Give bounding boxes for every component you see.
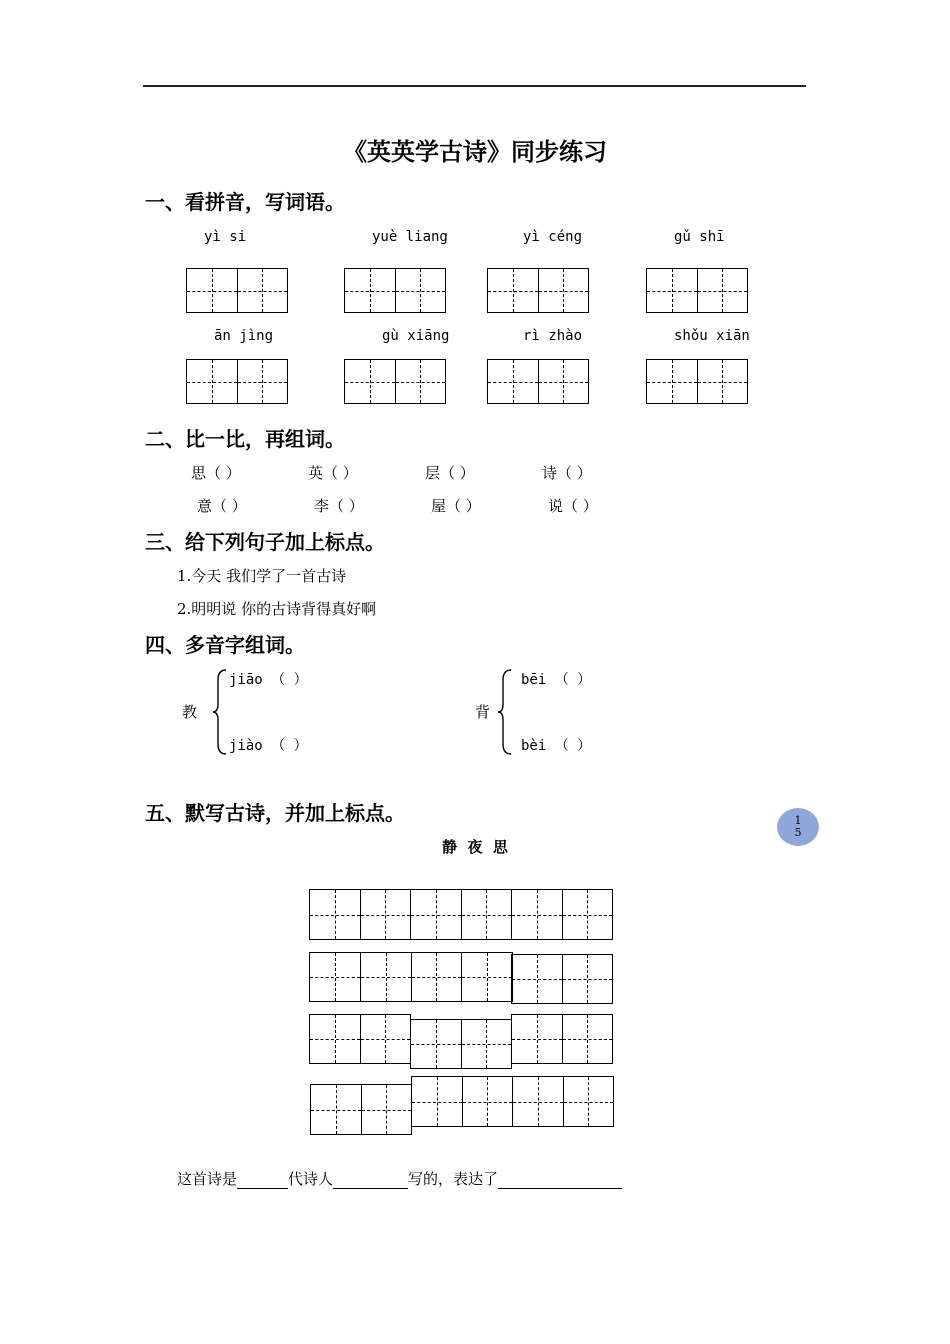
brace-icon [212, 668, 228, 756]
compare-item: 英（ ） [308, 464, 358, 482]
compare-item: 屋（ ） [431, 497, 481, 515]
poem-grid-row[interactable] [511, 954, 613, 1004]
writing-box[interactable] [487, 359, 589, 404]
writing-box[interactable] [344, 359, 446, 404]
compare-item: 意（ ） [197, 497, 247, 515]
punctuation-sentence-2: 2.明明说 你的古诗背得真好啊 [177, 600, 377, 618]
section-5-heading: 五、默写古诗，并加上标点。 [145, 801, 405, 825]
section-2-heading: 二、比一比，再组词。 [145, 427, 345, 451]
header-rule [143, 85, 806, 87]
polyphone-reading: jiào （ ） [229, 738, 308, 754]
poem-grid-row[interactable] [310, 1084, 412, 1135]
writing-box[interactable] [186, 268, 288, 313]
section-1-heading: 一、看拼音，写词语。 [145, 190, 345, 214]
pinyin-1: yì si [204, 229, 247, 245]
page-number-digit: 5 [794, 826, 802, 839]
brace-icon [497, 668, 513, 756]
writing-box[interactable] [646, 268, 748, 313]
poem-grid-row[interactable] [309, 1014, 411, 1064]
blank-feeling[interactable] [498, 1172, 622, 1189]
blank-dynasty[interactable] [237, 1172, 288, 1189]
pinyin-6: gù xiāng [382, 328, 450, 344]
compare-item: 李（ ） [314, 497, 364, 515]
poem-grid-row[interactable] [309, 889, 613, 940]
sentence-part: 这首诗是 [177, 1170, 238, 1188]
poem-grid-row[interactable] [511, 1014, 613, 1064]
pinyin-5: ān jìng [214, 328, 274, 344]
section-4-heading: 四、多音字组词。 [145, 633, 305, 657]
pinyin-7: rì zhào [523, 328, 583, 344]
blank-poet[interactable] [333, 1172, 408, 1189]
poem-grid-row[interactable] [410, 1019, 512, 1069]
polyphone-reading: bèi （ ） [521, 738, 592, 754]
poem-grid-row[interactable] [411, 1076, 614, 1127]
writing-box[interactable] [646, 359, 748, 404]
page-number-digit: 1 [794, 814, 802, 827]
compare-item: 层（ ） [425, 464, 475, 482]
section-3-heading: 三、给下列句子加上标点。 [145, 530, 385, 554]
writing-box[interactable] [344, 268, 446, 313]
compare-item: 说（ ） [548, 497, 598, 515]
pinyin-3: yì céng [523, 229, 583, 245]
poem-grid-row[interactable] [309, 952, 513, 1002]
sentence-part: 代诗人 [288, 1170, 334, 1188]
polyphone-char: 教 [182, 703, 198, 721]
fill-in-sentence [177, 1168, 622, 1189]
polyphone-reading: bēi （ ） [521, 672, 592, 688]
pinyin-4: gǔ shī [674, 229, 725, 245]
writing-box[interactable] [487, 268, 589, 313]
compare-item: 诗（ ） [542, 464, 592, 482]
compare-item: 思（ ） [191, 464, 241, 482]
polyphone-char: 背 [475, 703, 491, 721]
polyphone-reading: jiāo （ ） [229, 672, 308, 688]
punctuation-sentence-1: 1.今天 我们学了一首古诗 [177, 567, 347, 585]
pinyin-2: yuè liang [372, 229, 448, 245]
writing-box[interactable] [186, 359, 288, 404]
page-title: 《英英学古诗》同步练习 [343, 137, 607, 166]
sentence-part: 写的，表达了 [408, 1170, 499, 1188]
poem-title: 静 夜 思 [442, 838, 508, 856]
pinyin-8: shǒu xiān [674, 328, 750, 344]
